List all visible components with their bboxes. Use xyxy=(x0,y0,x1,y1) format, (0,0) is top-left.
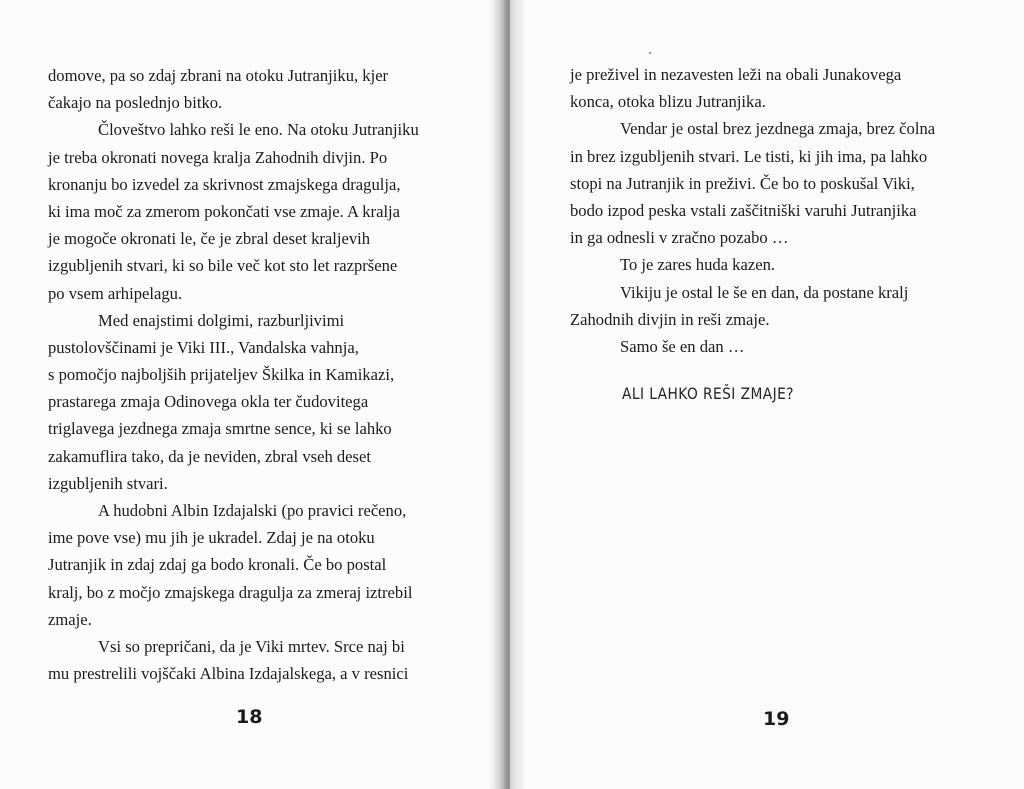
text-line: Jutranjik in zdaj zdaj ga bodo kronali. Če bo postal xyxy=(48,555,387,575)
text-line: Zahodnih divjin in reši zmaje. xyxy=(570,309,770,329)
text-line: Človeštvo lahko reši le eno. Na otoku Jutranjiku xyxy=(98,120,419,140)
text-line: po vsem arhipelagu. xyxy=(48,283,183,303)
page-number-right: 19 xyxy=(763,708,790,730)
text-line: pustolovščinami je Viki III., Vandalska vahnja, xyxy=(48,337,359,357)
text-line: stopi na Jutranjik in preživi. Če bo to poskušal Viki, xyxy=(570,173,915,193)
text-line: domove, pa so zdaj zbrani na otoku Jutranjiku, kjer xyxy=(48,66,389,85)
text-line: prastarega zmaja Odinovega okla ter čudovitega xyxy=(48,392,369,412)
chapter-question-heading: ALI LAHKO REŠI ZMAJE? xyxy=(622,384,794,403)
text-line: je treba okronati novega kralja Zahodnih divjin. Po xyxy=(48,147,388,167)
text-line: zakamuflira tako, da je neviden, zbral vseh deset xyxy=(48,446,371,466)
right-page-text xyxy=(570,61,990,360)
text-line: in brez izgubljenih stvari. Le tisti, ki jih ima, pa lahko xyxy=(570,146,928,166)
text-line: Vikiju je ostal le še en dan, da postane kralj xyxy=(620,282,909,302)
text-line: čakajo na poslednjo bitko. xyxy=(48,93,223,113)
text-line: je preživel in nezavesten leži na obali Junakovega xyxy=(570,65,902,84)
text-line: je mogoče okronati le, če je zbral deset kraljevih xyxy=(48,229,371,249)
text-line: s pomočjo najboljših prijateljev Škilka in Kamikazi, xyxy=(48,365,395,385)
text-line: ki ima moč za zmerom pokončati vse zmaje. A kralja xyxy=(48,201,401,221)
text-line: Med enajstimi dolgimi, razburljivimi xyxy=(98,310,345,330)
text-line: Samo še en dan … xyxy=(620,336,745,356)
text-line: bodo izpod peska vstali zaščitniški varuhi Jutranjika xyxy=(570,200,917,220)
text-line: in ga odnesli v zračno pozabo … xyxy=(570,228,789,248)
text-line: izgubljenih stvari. xyxy=(48,473,168,493)
text-line: izgubljenih stvari, ki so bile več kot sto let razpršene xyxy=(48,256,398,276)
text-line: zmaje. xyxy=(48,609,92,629)
gutter-shadow-line xyxy=(508,0,510,789)
scan-speck xyxy=(649,52,651,54)
text-line: konca, otoka blizu Jutranjika. xyxy=(570,92,766,112)
text-line: A hudobni Albin Izdajalski (po pravici rečeno, xyxy=(98,501,407,520)
text-line: Vsi so prepričani, da je Viki mrtev. Srce naj bi xyxy=(98,636,405,656)
text-line: mu prestrelili vojščaki Albina Izdajalskega, a v resnici xyxy=(48,664,409,684)
left-page xyxy=(0,0,500,789)
text-line: ime pove vse) mu jih je ukradel. Zdaj je na otoku xyxy=(48,528,375,548)
text-line: triglavega jezdnega zmaja smrtne sence, ki se lahko xyxy=(48,419,392,439)
text-line: kronanju bo izvedel za skrivnost zmajskega dragulja, xyxy=(48,174,401,194)
right-page xyxy=(524,0,1024,789)
text-line: kralj, bo z močjo zmajskega dragulja za zmeraj iztrebil xyxy=(48,582,413,602)
left-page-text xyxy=(48,62,468,687)
text-line: Vendar je ostal brez jezdnega zmaja, brez čolna xyxy=(620,119,936,139)
text-line: To je zares huda kazen. xyxy=(620,255,776,275)
page-number-left: 18 xyxy=(236,706,263,728)
